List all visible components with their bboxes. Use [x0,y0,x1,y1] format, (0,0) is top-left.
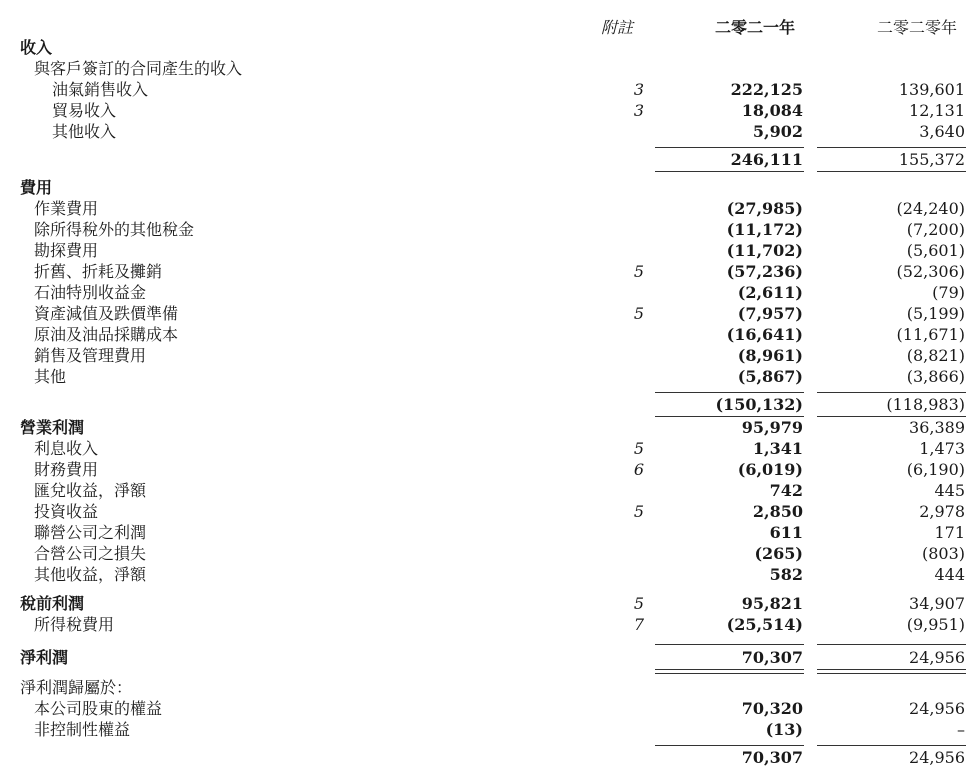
row-label: 勘探費用 [34,241,99,260]
row-note: 7 [633,615,644,634]
rule-line [655,171,804,172]
row-note: 5 [633,304,644,323]
value-2020: (9,951) [906,615,965,634]
row-label: 稅前利潤 [20,594,85,613]
value-2020: (79) [932,283,965,302]
row-label: 其他收入 [52,122,117,141]
value-2020: 24,956 [909,748,965,767]
rule-line [817,416,966,417]
value-2021: (265) [754,544,803,563]
value-2020: (3,866) [906,367,965,386]
row-label: 除所得稅外的其他稅金 [34,220,195,239]
value-2021: 582 [769,565,803,584]
value-2020: (6,190) [906,460,965,479]
value-2020: (5,199) [906,304,965,323]
value-2020: 12,131 [909,101,965,120]
value-2020: 155,372 [898,150,965,169]
value-2020: (52,306) [896,262,965,281]
value-2021: (8,961) [737,346,803,365]
row-label: 淨利潤 [20,648,69,667]
value-2021: 18,084 [741,101,803,120]
row-label: 石油特別收益金 [34,283,147,302]
value-2020: (5,601) [906,241,965,260]
row-label: 油氣銷售收入 [52,80,149,99]
value-2021: (2,611) [737,283,803,302]
row-note: 5 [633,262,644,281]
rule-line [655,392,804,393]
row-note: 5 [633,502,644,521]
row-label: 營業利潤 [20,418,85,437]
value-2020: (7,200) [906,220,965,239]
value-2021: 742 [769,481,803,500]
value-2020: – [957,720,965,739]
rule-line [655,644,804,645]
row-label: 費用 [20,178,53,197]
rule-line [655,669,804,670]
value-2021: (27,985) [726,199,803,218]
row-label: 其他收益，淨額 [34,565,147,584]
row-label: 銷售及管理費用 [34,346,147,365]
value-2021: 70,307 [741,648,803,667]
row-label: 所得稅費用 [34,615,115,634]
value-2020: (24,240) [896,199,965,218]
value-2021: 246,111 [730,150,803,169]
rule-line [817,644,966,645]
value-2020: 1,473 [919,439,965,458]
value-2020: (118,983) [886,395,965,414]
rule-line [655,416,804,417]
rule-line [655,745,804,746]
value-2020: 24,956 [909,648,965,667]
value-2020: (8,821) [906,346,965,365]
year-2021-header: 二零二一年 [714,18,795,37]
value-2021: 70,307 [741,748,803,767]
value-2021: 222,125 [730,80,803,99]
row-label: 財務費用 [34,460,99,479]
rule-line [817,392,966,393]
row-label: 非控制性權益 [34,720,131,739]
value-2020: 34,907 [909,594,965,613]
value-2021: (57,236) [726,262,803,281]
double-rule-line [655,673,804,674]
row-label: 淨利潤歸屬於： [20,678,133,697]
value-2020: 445 [934,481,965,500]
row-note: 5 [633,439,644,458]
value-2021: (5,867) [737,367,803,386]
rule-line [655,147,804,148]
value-2021: 611 [769,523,803,542]
row-label: 原油及油品採購成本 [34,325,179,344]
row-label: 利息收入 [34,439,99,458]
row-label: 聯營公司之利潤 [34,523,147,542]
rule-line [817,171,966,172]
value-2020: 2,978 [919,502,965,521]
row-note: 6 [633,460,644,479]
row-note: 3 [633,101,644,120]
value-2021: (25,514) [726,615,803,634]
value-2020: 139,601 [898,80,965,99]
value-2021: (6,019) [737,460,803,479]
value-2021: (7,957) [737,304,803,323]
value-2021: 1,341 [752,439,803,458]
value-2021: (11,702) [726,241,803,260]
value-2020: 36,389 [909,418,965,437]
row-label: 其他 [34,367,67,386]
value-2021: 2,850 [752,502,803,521]
double-rule-line [817,673,966,674]
value-2020: 444 [934,565,965,584]
value-2020: 171 [934,523,965,542]
row-label: 本公司股東的權益 [34,699,163,718]
row-label: 投資收益 [34,502,99,521]
row-label: 與客戶簽訂的合同產生的收入 [34,59,243,78]
row-label: 收入 [20,38,53,57]
value-2020: 24,956 [909,699,965,718]
row-label: 貿易收入 [52,101,117,120]
rule-line [817,745,966,746]
row-label: 資產減值及跌價準備 [34,304,179,323]
value-2020: 3,640 [919,122,965,141]
value-2021: (13) [765,720,803,739]
value-2021: (11,172) [726,220,803,239]
row-note: 5 [633,594,644,613]
value-2020: (803) [921,544,965,563]
value-2021: (150,132) [715,395,803,414]
rule-line [817,147,966,148]
row-note: 3 [633,80,644,99]
row-label: 折舊、折耗及攤銷 [34,262,163,281]
value-2021: 95,979 [741,418,803,437]
value-2021: (16,641) [726,325,803,344]
row-label: 作業費用 [34,199,99,218]
year-2020-header: 二零二零年 [876,18,957,37]
rule-line [817,669,966,670]
value-2021: 70,320 [741,699,803,718]
note-column-header: 附註 [600,18,633,37]
row-label: 合營公司之損失 [34,544,147,563]
value-2021: 95,821 [741,594,803,613]
value-2021: 5,902 [752,122,803,141]
row-label: 匯兌收益，淨額 [34,481,147,500]
value-2020: (11,671) [896,325,965,344]
